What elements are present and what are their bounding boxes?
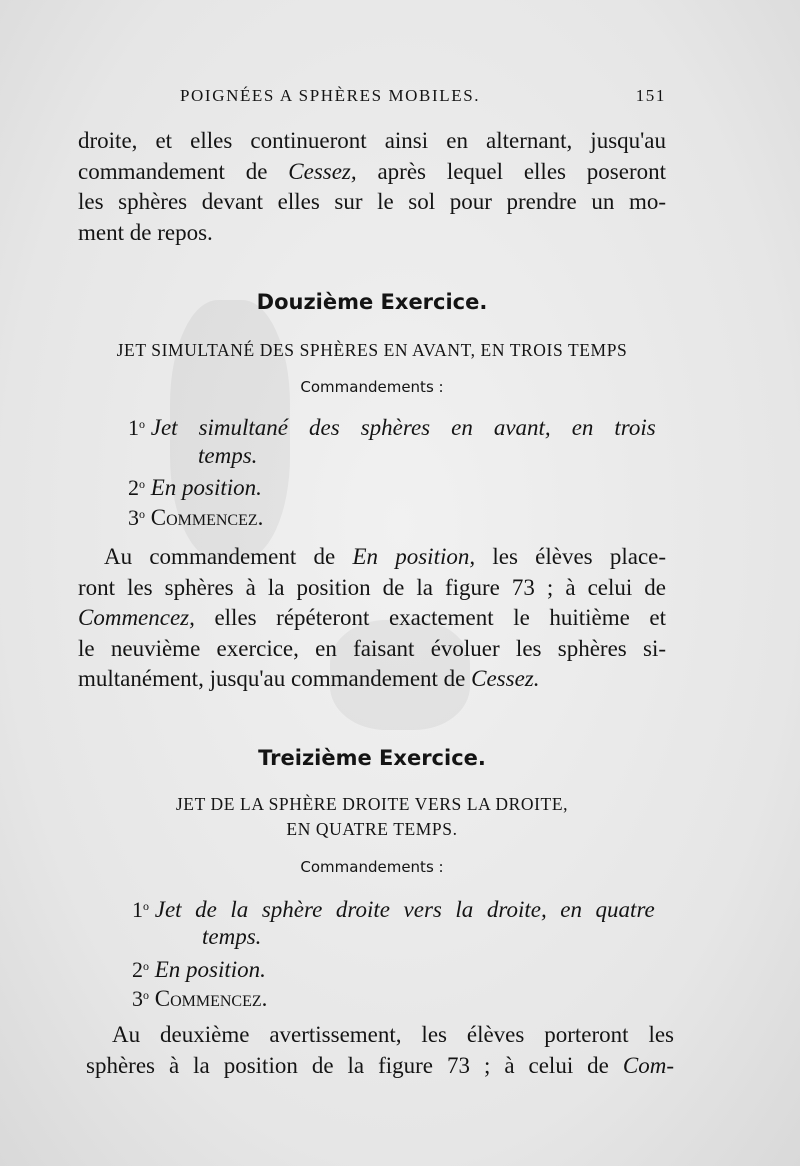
- command-number: 2$^o$: [128, 475, 145, 500]
- command-text: En position.: [154, 957, 266, 982]
- page-number: 151: [635, 86, 666, 105]
- running-title: POIGNÉES A SPHÈRES MOBILES.: [180, 86, 481, 105]
- exercise-13-command-2: [132, 952, 266, 984]
- text-line: les sphères devant elles sur le sol pour prendre un mo-: [78, 189, 666, 214]
- exercise-12-paragraph: [78, 542, 666, 695]
- exercise-13-heading: Treizième Exercice.: [258, 746, 486, 770]
- text-line: sphères à la position de la figure 73 ; à celui de Com-: [86, 1052, 675, 1078]
- intro-paragraph: [78, 126, 666, 248]
- text-line: Commencez, elles répéteront exactement le huitième et: [78, 605, 666, 630]
- exercise-12-command-1: [128, 410, 668, 442]
- exercise-12-command-2: [128, 470, 262, 502]
- command-text: Jet de la sphère droite vers la droite, en quatre: [154, 897, 655, 922]
- running-header: [180, 86, 666, 112]
- exercise-12-command-3: [128, 500, 263, 532]
- exercise-13-command-1: [132, 892, 672, 924]
- command-number: 3$^o$: [132, 986, 149, 1011]
- text-line: ront les sphères à la position de la figure 73 ; à celui de: [78, 574, 666, 600]
- exercise-13-command-3: [132, 981, 267, 1013]
- text-line: le neuvième exercice, en faisant évoluer les sphères si-: [78, 635, 666, 661]
- command-number: 3$^o$: [128, 505, 145, 530]
- text-line: Au commandement de En position, les élèves place-: [104, 544, 667, 569]
- command-text: Commencez.: [150, 505, 264, 530]
- text-line: commandement de Cessez, après lequel elles poseront: [78, 158, 667, 184]
- command-number: 1$^o$: [132, 897, 149, 922]
- command-text: Commencez.: [154, 986, 268, 1011]
- exercise-12-title: JET SIMULTANÉ DES SPHÈRES EN AVANT, EN TROIS TEMPS: [116, 340, 628, 360]
- exercise-12-heading: Douzième Exercice.: [256, 290, 488, 314]
- command-number: 1$^o$: [128, 415, 145, 440]
- command-text: En position.: [150, 475, 262, 500]
- text-line: ment de repos.: [78, 219, 213, 245]
- exercise-13-command-1-continuation: temps.: [202, 924, 262, 949]
- text-line: multanément, jusqu'au commandement de Cessez.: [78, 666, 540, 691]
- exercise-13-title-line-1: JET DE LA SPHÈRE DROITE VERS LA DROITE,: [175, 794, 569, 814]
- exercise-13-paragraph: [86, 1020, 674, 1081]
- command-text: Jet simultané des sphères en avant, en trois: [150, 415, 656, 440]
- exercise-13-title-line-2: EN QUATRE TEMPS.: [286, 819, 458, 839]
- text-line: Au deuxième avertissement, les élèves porteront les: [112, 1022, 674, 1047]
- exercise-12-commands-label: Commandements :: [300, 378, 444, 396]
- exercise-12-command-1-continuation: temps.: [198, 443, 258, 468]
- command-number: 2$^o$: [132, 957, 149, 982]
- exercise-13-commands-label: Commandements :: [300, 858, 444, 876]
- text-line: droite, et elles continueront ainsi en alternant, jusqu'au: [78, 128, 666, 153]
